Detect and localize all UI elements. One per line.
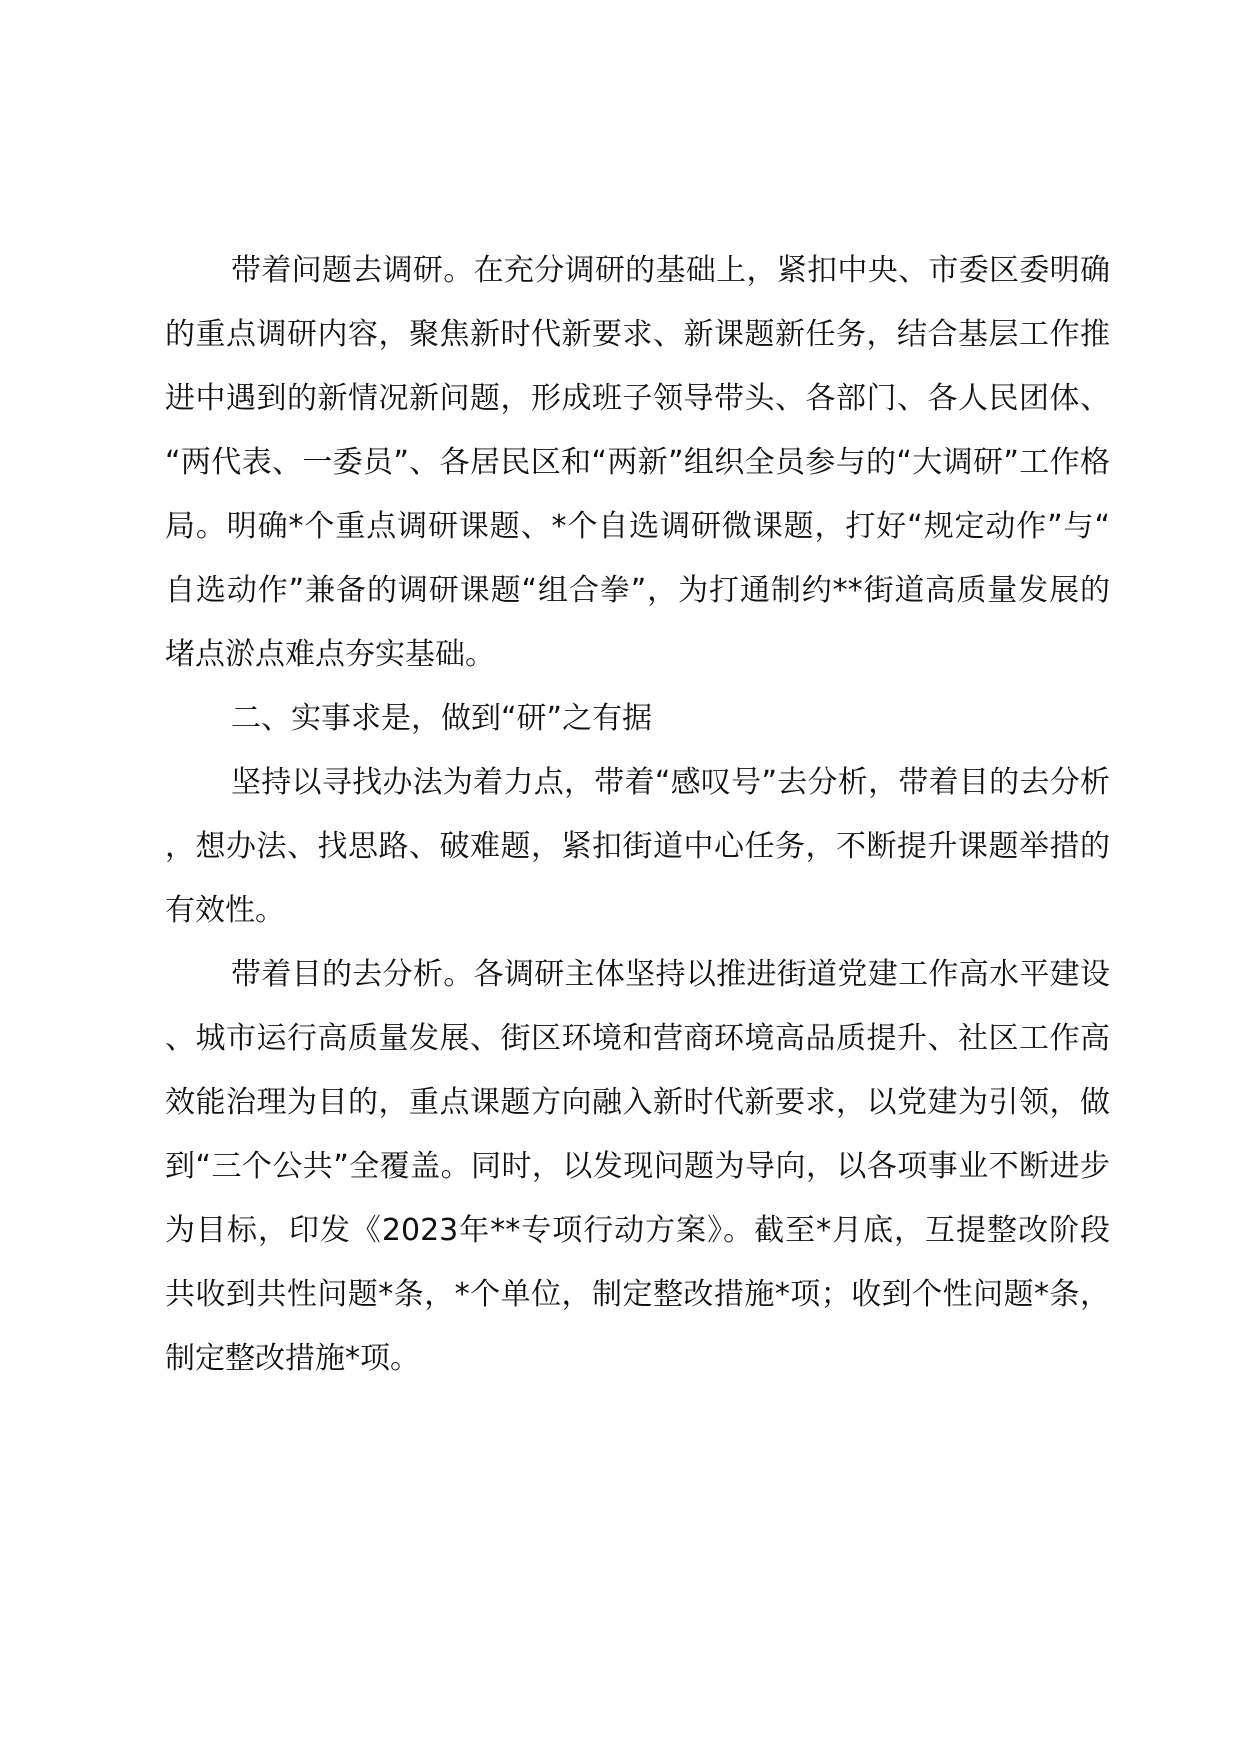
paragraph-research-with-problems: 带着问题去调研。在充分调研的基础上，紧扣中央、市委区委明确的重点调研内容，聚焦新时代新要求、新课题新任务，结合基层工作推进中遇到的新情况新问题，形成班子领导带头、各部门、各人民团体、“两代表、一委员”、各居民区和“两新”组织全员参与的“大调研”工作格局。明确*个重点调研课题、*个自选调研微课题，打好“规定动作”与“自选动作”兼备的调研课题“组合拳”，为打通制约**街道高质量发展的堵点淤点难点夯实基础。 <box>165 253 1110 672</box>
paragraph-find-methods: 坚持以寻找办法为着力点，带着“感叹号”去分析，带着目的去分析，想办法、找思路、破难题，紧扣街道中心任务，不断提升课题举措的有效性。 <box>165 765 1110 928</box>
paragraph-analyze-with-purpose: 带着目的去分析。各调研主体坚持以推进街道党建工作高水平建设、城市运行高质量发展、街区环境和营商环境高品质提升、社区工作高效能治理为目的，重点课题方向融入新时代新要求，以党建为引领，做到“三个公共”全覆盖。同时，以发现问题为导向，以各项事业不断进步为目标，印发《2023年**专项行动方案》。截至*月底，互提整改阶段共收到共性问题*条，*个单位，制定整改措施*项；收到个性问题*条，制定整改措施*项。 <box>165 957 1110 1376</box>
section-heading-seek-truth: 二、实事求是，做到“研”之有据 <box>231 701 653 736</box>
document-body <box>165 239 1110 1391</box>
